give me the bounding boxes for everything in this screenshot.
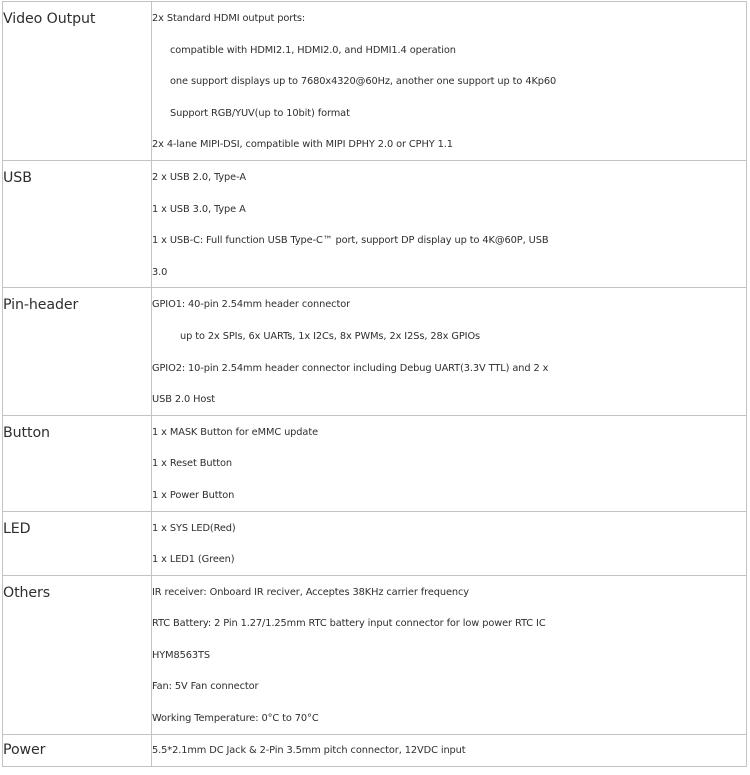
table-row [3, 2, 747, 161]
value-line: 5.5*2.1mm DC Jack & 2-Pin 3.5mm pitch connector, 12VDC input [152, 744, 466, 756]
value-line: GPIO2: 10-pin 2.54mm header connector including Debug UART(3.3V TTL) and 2 x [152, 362, 549, 374]
row-label: Power [3, 741, 46, 758]
row-label: LED [3, 520, 31, 537]
table-row [3, 511, 747, 575]
row-label-cell [3, 575, 152, 734]
value-line: IR receiver: Onboard IR reciver, Acceptes 38KHz carrier frequency [152, 586, 469, 598]
row-label-cell [3, 288, 152, 415]
value-line: GPIO1: 40-pin 2.54mm header connector [152, 299, 351, 311]
value-line: 2x Standard HDMI output ports: [152, 13, 306, 24]
row-value-cell [152, 288, 747, 415]
row-value-cell [152, 734, 747, 766]
row-value-cell [152, 511, 747, 575]
row-label: Button [3, 424, 50, 441]
row-label-cell [3, 160, 152, 287]
value-line: 1 x Power Button [152, 489, 235, 501]
row-value-cell [152, 2, 747, 161]
row-label: USB [3, 169, 32, 186]
value-line: 2x 4-lane MIPI-DSI, compatible with MIPI DPHY 2.0 or CPHY 1.1 [152, 139, 453, 151]
table-row [3, 288, 747, 415]
value-line: 1 x LED1 (Green) [152, 554, 235, 566]
table-row [3, 160, 747, 287]
spec-table [2, 1, 747, 767]
row-value-cell [152, 415, 747, 511]
row-value-cell [152, 160, 747, 287]
value-line: 1 x SYS LED(Red) [152, 522, 236, 534]
value-line: 2 x USB 2.0, Type-A [152, 171, 246, 183]
value-line: RTC Battery: 2 Pin 1.27/1.25mm RTC battery input connector for low power RTC IC [152, 618, 546, 630]
table-row [3, 734, 747, 766]
value-line: Working Temperature: 0°C to 70°C [152, 713, 319, 725]
value-line: 1 x MASK Button for eMMC update [152, 426, 318, 438]
value-line: 1 x Reset Button [152, 458, 232, 470]
value-line: Support RGB/YUV(up to 10bit) format [170, 107, 350, 119]
row-label-cell [3, 511, 152, 575]
value-line: HYM8563TS [152, 649, 211, 661]
table-row [3, 575, 747, 734]
table-row [3, 415, 747, 511]
row-label-cell [3, 415, 152, 511]
row-label: Video Output [3, 11, 96, 27]
row-label: Pin-header [3, 297, 79, 314]
value-line: compatible with HDMI2.1, HDMI2.0, and HDMI1.4 operation [170, 44, 456, 56]
row-label-cell [3, 734, 152, 766]
value-line: Fan: 5V Fan connector [152, 681, 259, 693]
value-line: up to 2x SPIs, 6x UARTs, 1x I2Cs, 8x PWMs, 2x I2Ss, 28x GPIOs [180, 330, 481, 342]
value-line: 3.0 [152, 266, 168, 278]
value-line: USB 2.0 Host [152, 394, 216, 406]
row-label: Others [3, 584, 51, 601]
value-line: 1 x USB-C: Full function USB Type-C™ port, support DP display up to 4K@60P, USB [152, 235, 549, 247]
row-value-cell [152, 575, 747, 734]
row-label-cell [3, 2, 152, 161]
value-line: one support displays up to 7680x4320@60Hz, another one support up to 4Kp60 [170, 76, 557, 88]
value-line: 1 x USB 3.0, Type A [152, 203, 246, 215]
